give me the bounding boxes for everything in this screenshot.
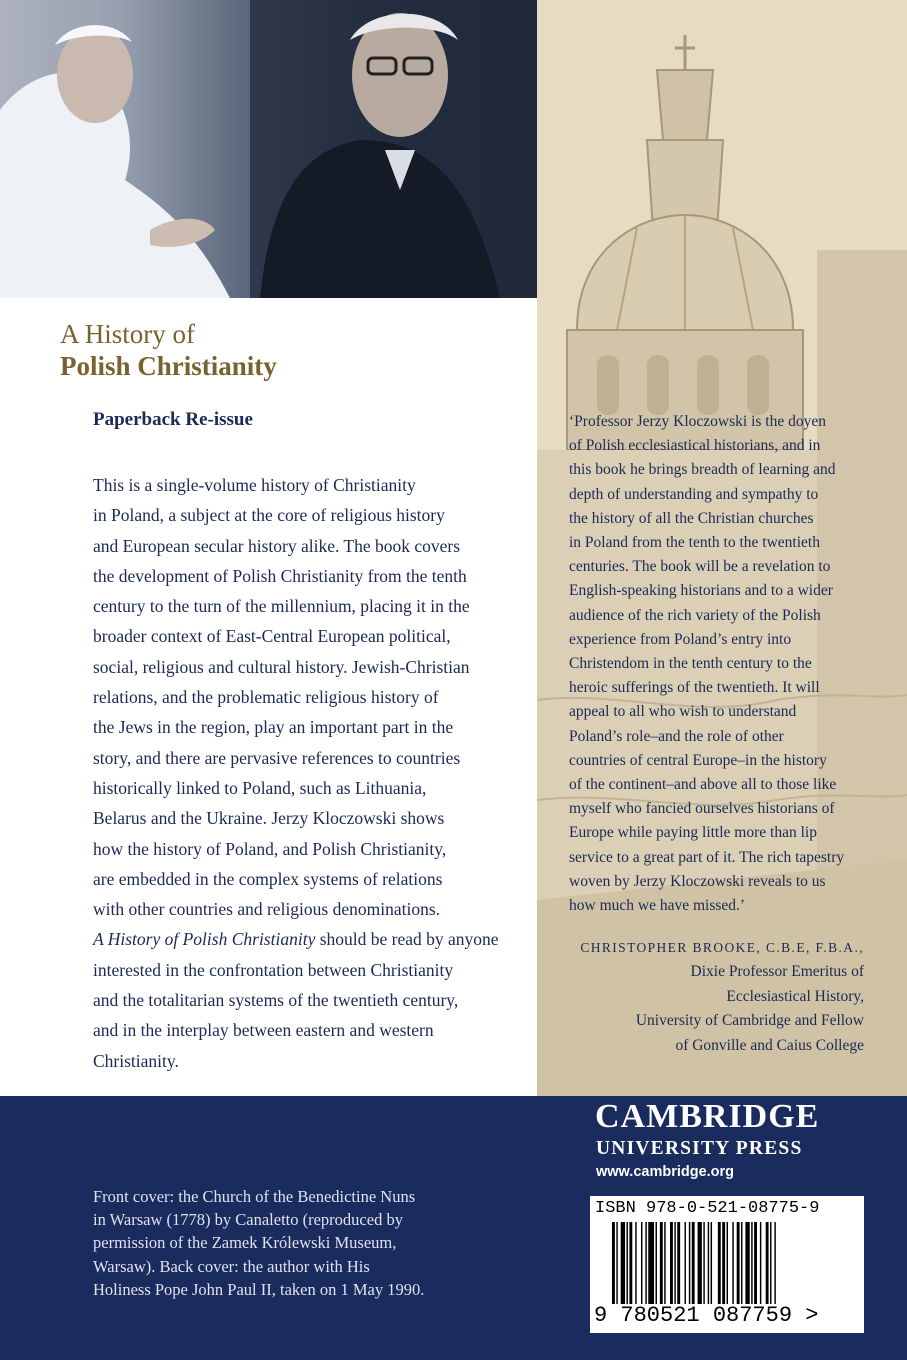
- cover-credits: [93, 1185, 424, 1301]
- book-title-line1: A History of: [60, 319, 195, 349]
- barcode-bar: [703, 1222, 704, 1304]
- quote-line: countries of central Europe–in the history: [569, 751, 827, 769]
- quote-line: heroic sufferings of the twentieth. It will: [569, 679, 820, 697]
- credits-line: Front cover: the Church of the Benedictine Nuns: [93, 1187, 416, 1206]
- barcode-bar: [660, 1222, 663, 1304]
- publisher-logo-sub: UNIVERSITY PRESS: [596, 1138, 803, 1159]
- blurb-line: in Poland, a subject at the core of religious history: [93, 505, 445, 526]
- credits-line: in Warsaw (1778) by Canaletto (reproduced by: [93, 1210, 403, 1230]
- quote-line: depth of understanding and sympathy to: [569, 485, 819, 503]
- quote-line: Poland’s role–and the role of other: [569, 727, 784, 745]
- author-photo: [0, 0, 537, 298]
- barcode-bar: [648, 1222, 654, 1304]
- quote-line: this book he brings breadth of learning and: [569, 461, 836, 479]
- quote-line: how much we have missed.’: [569, 897, 746, 915]
- blurb-line: This is a single-volume history of Christianity: [93, 475, 416, 495]
- barcode-bars-icon: [612, 1222, 844, 1304]
- reviewer-name: CHRISTOPHER BROOKE, C.B.E, F.B.A.,: [580, 940, 864, 955]
- reviewer-title-line: University of Cambridge and Fellow: [635, 1012, 864, 1030]
- barcode-bar: [612, 1222, 615, 1304]
- quote-line: ‘Professor Jerzy Kloczowski is the doyen: [569, 413, 826, 430]
- reviewer-title-line: Dixie Professor Emeritus of: [690, 963, 864, 981]
- blurb-book-title: A History of Polish Christianity: [93, 929, 316, 950]
- barcode-bar: [635, 1222, 636, 1304]
- blurb-line: century to the turn of the millennium, placing it in the: [93, 596, 470, 617]
- blurb-line: and in the interplay between eastern and western: [93, 1020, 434, 1041]
- blurb-line: and European secular history alike. The book covers: [93, 535, 461, 556]
- barcode-bar: [698, 1222, 702, 1304]
- barcode-bar: [708, 1222, 709, 1304]
- ean-digits: 9 780521 087759 >: [594, 1303, 819, 1328]
- blurb-line: historically linked to Poland, such as Lithuania,: [93, 777, 427, 798]
- blurb-line: broader context of East-Central European political,: [93, 626, 451, 647]
- quote-line: centuries. The book will be a revelation to: [569, 558, 831, 576]
- barcode-bar: [751, 1222, 752, 1304]
- blurb-line: relations, and the problematic religious history of: [93, 687, 439, 708]
- blurb-line: with other countries and religious denominations.: [93, 899, 441, 920]
- blurb-line: Christianity.: [93, 1050, 179, 1071]
- blurb-line: story, and there are pervasive references to countries: [93, 747, 461, 768]
- quote-line: Christendom in the tenth century to the: [569, 655, 812, 673]
- blurb-line: social, religious and cultural history. Jewish-Christian: [93, 656, 470, 677]
- review-quote: [569, 410, 889, 918]
- book-title-line2: Polish Christianity: [60, 351, 277, 381]
- isbn-barcode: [590, 1196, 864, 1333]
- barcode-bar: [741, 1222, 742, 1304]
- blurb-line: the development of Polish Christianity from the tenth: [93, 565, 467, 586]
- barcode-bar: [692, 1222, 695, 1304]
- publisher-logo-name: CAMBRIDGE: [595, 1098, 820, 1135]
- credits-line: permission of the Zamek Królewski Museum,: [93, 1233, 397, 1253]
- barcode-bar: [754, 1222, 757, 1304]
- barcode-bar: [621, 1222, 625, 1304]
- barcode-bar: [774, 1222, 775, 1304]
- barcode-bar: [689, 1222, 690, 1304]
- blurb-line: how the history of Poland, and Polish Christianity,: [93, 838, 447, 859]
- barcode-bar: [616, 1222, 617, 1304]
- barcode-bar: [760, 1222, 761, 1304]
- quote-line: audience of the rich variety of the Polish: [569, 606, 821, 624]
- barcode-bar: [627, 1222, 628, 1304]
- publisher-url: www.cambridge.org: [596, 1164, 735, 1180]
- quote-attribution: [580, 936, 864, 1058]
- author-photo-illustration: [0, 0, 537, 298]
- barcode-bar: [656, 1222, 657, 1304]
- quote-line: woven by Jerzy Kloczowski reveals to us: [569, 872, 826, 890]
- barcode-bar: [727, 1222, 728, 1304]
- barcode-bar: [737, 1222, 740, 1304]
- quote-line: the history of all the Christian churches: [569, 509, 814, 527]
- barcode-bar: [745, 1222, 749, 1304]
- barcode-bar: [670, 1222, 673, 1304]
- blurb-tail: should be read by anyone: [315, 929, 499, 950]
- quote-line: experience from Poland’s entry into: [569, 630, 792, 648]
- quote-line: of the continent–and above all to those like: [569, 776, 837, 794]
- barcode-bar: [711, 1222, 712, 1304]
- barcode-bar: [766, 1222, 769, 1304]
- barcode-bar: [677, 1222, 680, 1304]
- quote-line: English-speaking historians and to a wider: [569, 582, 833, 600]
- quote-line: service to a great part of it. The rich tapestry: [569, 848, 845, 866]
- barcode-bar: [629, 1222, 632, 1304]
- reviewer-title-line: of Gonville and Caius College: [675, 1036, 864, 1054]
- blurb-line: Belarus and the Ukraine. Jerzy Kloczowski shows: [93, 808, 445, 829]
- barcode-bar: [732, 1222, 733, 1304]
- book-description: [93, 470, 513, 1076]
- edition-label: Paperback Re-issue: [93, 409, 253, 430]
- barcode-bar: [685, 1222, 686, 1304]
- barcode-bar: [674, 1222, 675, 1304]
- blurb-line: and the totalitarian systems of the twentieth century,: [93, 990, 459, 1011]
- quote-line: of Polish ecclesiastical historians, and in: [569, 437, 821, 455]
- blurb-line-italic: [93, 924, 513, 954]
- quote-line: Europe while paying little more than lip: [569, 824, 817, 842]
- barcode-bar: [641, 1222, 642, 1304]
- quote-line: in Poland from the tenth to the twentieth: [569, 534, 820, 552]
- blurb-line: are embedded in the complex systems of relations: [93, 868, 443, 889]
- quote-line: myself who fancied ourselves historians of: [569, 800, 835, 818]
- blurb-line: interested in the confrontation between Christianity: [93, 959, 454, 980]
- barcode-bar: [718, 1222, 721, 1304]
- reviewer-title-line: Ecclesiastical History,: [726, 987, 864, 1005]
- barcode-bar: [770, 1222, 771, 1304]
- quote-line: appeal to all who wish to understand: [569, 703, 797, 721]
- isbn-text: ISBN 978-0-521-08775-9: [595, 1199, 820, 1218]
- credits-line: Warsaw). Back cover: the author with His: [93, 1256, 370, 1276]
- barcode-bar: [645, 1222, 646, 1304]
- barcode-bar: [722, 1222, 725, 1304]
- credits-line: Holiness Pope John Paul II, taken on 1 May 1990.: [93, 1279, 425, 1299]
- barcode-bar: [664, 1222, 665, 1304]
- blurb-line: the Jews in the region, play an important part in the: [93, 717, 454, 738]
